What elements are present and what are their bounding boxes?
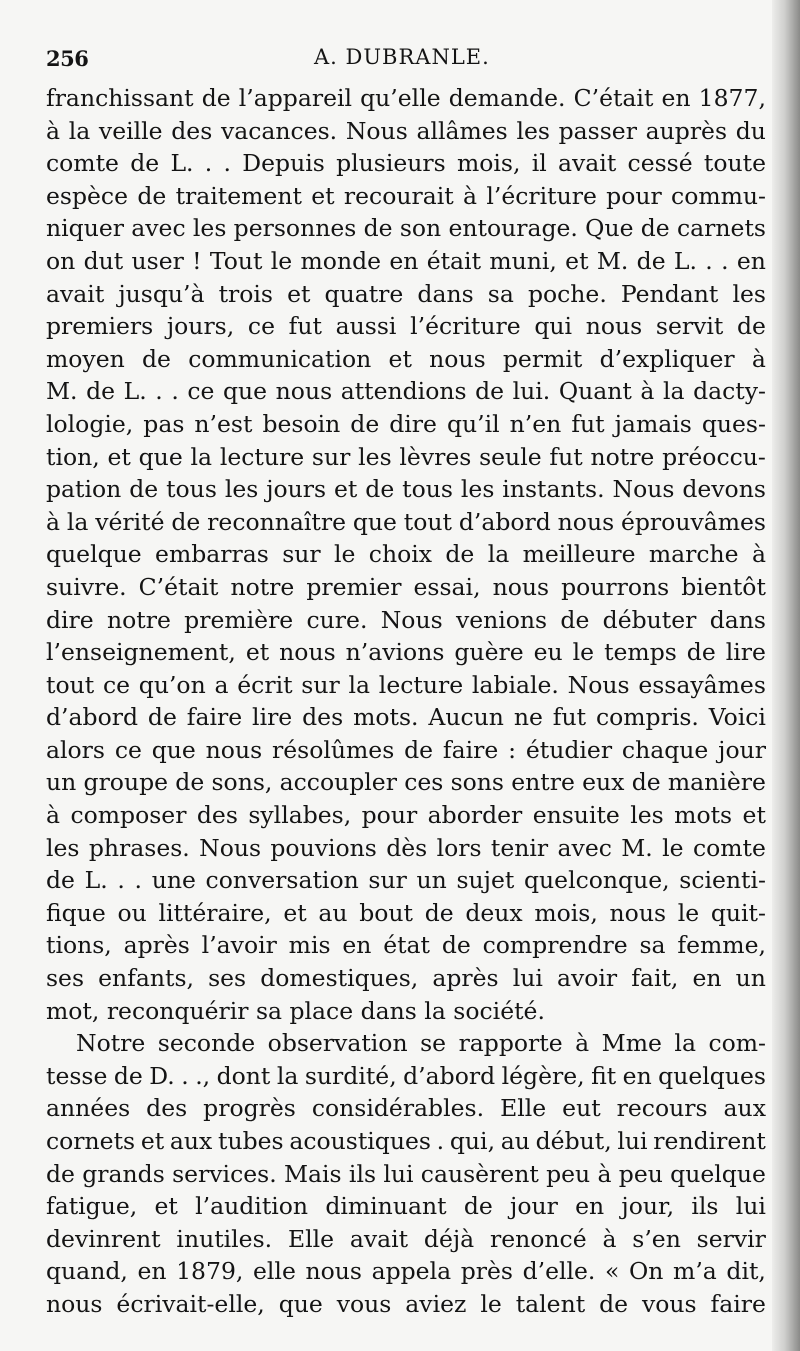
text-line: à la vérité de reconnaître que tout d’abord nous éprouvâmes (46, 507, 766, 536)
text-line: M. de L. . . ce que nous attendions de lui. Quant à la dacty- (46, 377, 766, 406)
text-line: dire notre première cure. Nous venions de débuter dans (46, 605, 766, 634)
text-line: de L. . . une conversation sur un sujet quelconque, scienti- (46, 866, 766, 895)
text-line: pation de tous les jours et de tous les instants. Nous devons (46, 475, 766, 504)
page-header (46, 40, 766, 76)
text-line: suivre. C’était notre premier essai, nous pourrons bientôt (46, 572, 766, 601)
text-line: comte de L. . . Depuis plusieurs mois, il avait cessé toute (46, 149, 766, 178)
text-line: ses enfants, ses domestiques, après lui avoir fait, en un (46, 964, 766, 993)
text-line: avait jusqu’à trois et quatre dans sa poche. Pendant les (46, 279, 766, 308)
text-line: l’enseignement, et nous n’avions guère eu le temps de lire (46, 638, 766, 667)
body-text (46, 82, 766, 1321)
text-line: cornets et aux tubes acoustiques . qui, au début, lui rendirent (46, 1127, 766, 1155)
text-line: les phrases. Nous pouvions dès lors tenir avec M. le comte (46, 833, 766, 862)
text-line: un groupe de sons, accoupler ces sons entre eux de manière (46, 768, 766, 797)
text-line: franchissant de l’appareil qu’elle demande. C’était en 1877, (46, 84, 766, 112)
text-line: lologie, pas n’est besoin de dire qu’il n’en fut jamais ques- (46, 409, 766, 438)
text-line: à la veille des vacances. Nous allâmes les passer auprès du (46, 116, 766, 145)
text-line: tout ce qu’on a écrit sur la lecture labiale. Nous essayâmes (46, 670, 766, 699)
text-line: fatigue, et l’audition diminuant de jour en jour, ils lui (46, 1192, 766, 1221)
text-line: tions, après l’avoir mis en état de comprendre sa femme, (46, 931, 766, 960)
text-line: Notre seconde observation se rapporte à Mme la com- (76, 1029, 766, 1058)
text-line: quelque embarras sur le choix de la meilleure marche à (46, 540, 766, 569)
text-line: à composer des syllabes, pour aborder ensuite les mots et (46, 801, 766, 830)
text-line: d’abord de faire lire des mots. Aucun ne fut compris. Voici (46, 703, 766, 732)
text-line: quand, en 1879, elle nous appela près d’elle. « On m’a dit, (46, 1257, 766, 1286)
text-line: nous écrivait-elle, que vous aviez le talent de vous faire (46, 1289, 766, 1318)
text-line: alors ce que nous résolûmes de faire : étudier chaque jour (46, 735, 766, 764)
text-line: premiers jours, ce fut aussi l’écriture qui nous servit de (46, 312, 766, 341)
text-line: mot, reconquérir sa place dans la société. (46, 996, 545, 1025)
running-head: A. DUBRANLE. (314, 45, 490, 69)
page-number: 256 (46, 46, 89, 71)
text-line: espèce de traitement et recourait à l’écriture pour commu- (46, 181, 766, 210)
text-line: de grands services. Mais ils lui causèrent peu à peu quelque (46, 1159, 766, 1188)
page-edge-shadow (772, 0, 800, 1351)
text-line: années des progrès considérables. Elle eut recours aux (46, 1094, 766, 1123)
text-line: on dut user ! Tout le monde en était muni, et M. de L. . . en (46, 246, 766, 275)
text-line: niquer avec les personnes de son entourage. Que de carnets (46, 214, 766, 243)
text-line: moyen de communication et nous permit d’expliquer à (46, 344, 766, 373)
text-line: tion, et que la lecture sur les lèvres seule fut notre préoccu- (46, 442, 766, 471)
text-line: fique ou littéraire, et au bout de deux mois, nous le quit- (46, 898, 766, 927)
text-line: devinrent inutiles. Elle avait déjà renoncé à s’en servir (46, 1224, 766, 1253)
text-line: tesse de D. . ., dont la surdité, d’abord légère, fit en quelques (46, 1061, 766, 1090)
